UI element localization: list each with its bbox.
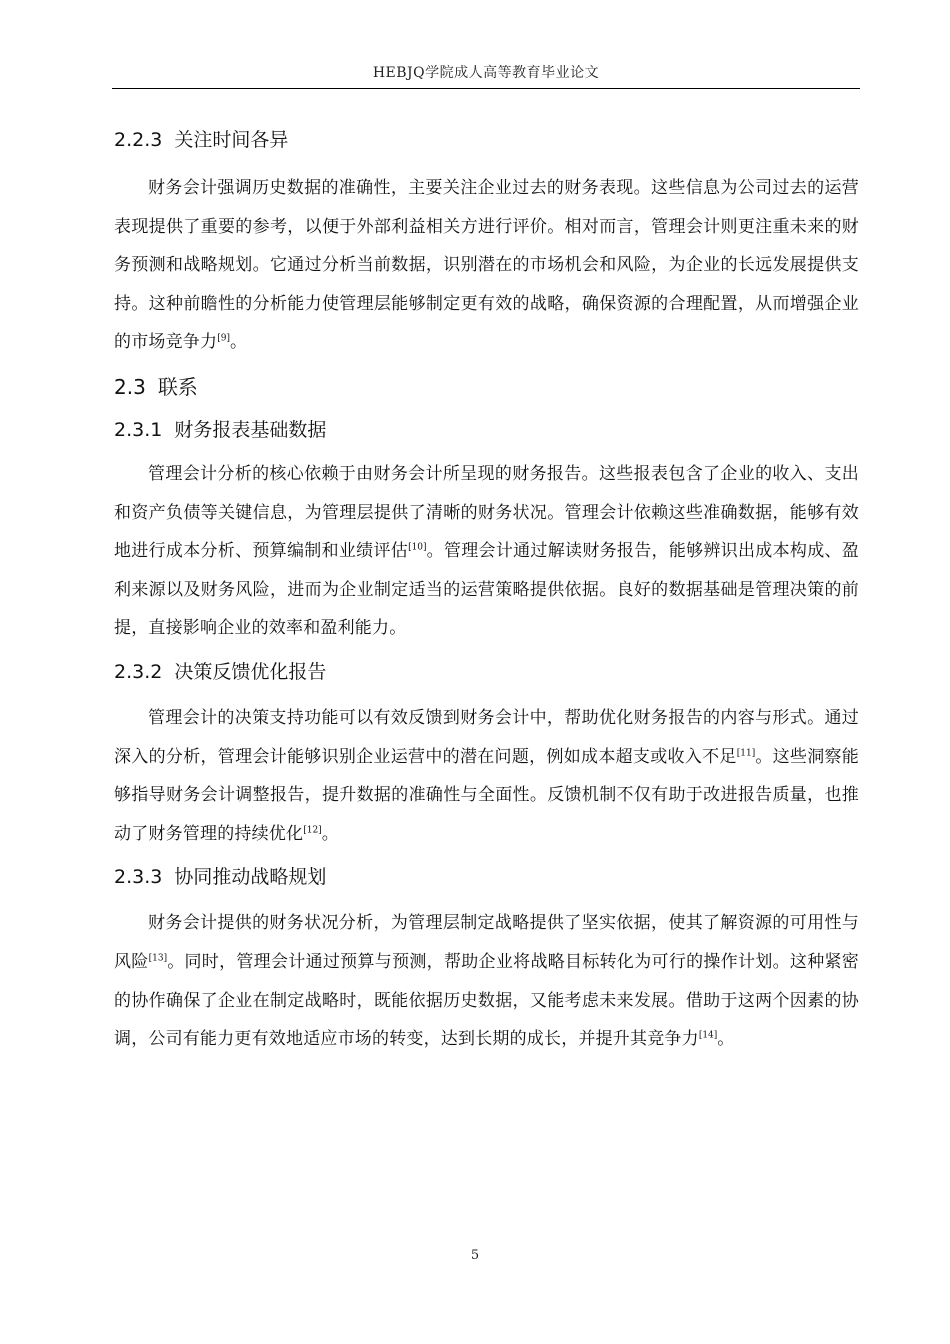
paragraph-2-3-1 [114,455,859,648]
paragraph-text: 。这些洞察能够指导财务会计调整报告，提升数据的准确性与全面性。反馈机制不仅有助于改进报告质量，也推动了财务管理的持续优化 [114,746,860,844]
citation-13: [13] [148,953,168,964]
paragraph-text: 。管理会计通过解读财务报告，能够辨识出成本构成、盈利来源以及财务风险，进而为企业制定适当的运营策略提供依据。良好的数据基础是管理决策的前提，直接影响企业的效率和盈利能力。 [114,541,859,639]
running-header: HEBJQ学院成人高等教育毕业论文 [372,65,600,81]
paragraph-text: 。 [717,1029,735,1050]
section-title: 协同推动战略规划 [174,866,327,889]
header-rule [112,88,860,89]
citation-10: [10] [408,542,427,553]
page-number: 5 [470,1248,480,1263]
citation-12: [12] [303,825,322,836]
citation-14: [14] [698,1030,718,1041]
section-heading-2-3-1 [114,414,859,446]
section-number: 2.3.3 [114,866,163,889]
section-heading-2-2-3 [114,124,859,156]
paragraph-text: 。 [229,332,248,353]
section-number: 2.3.2 [114,660,163,683]
citation-9: [9] [217,333,230,344]
paragraph-2-2-3 [114,169,859,362]
body-content [114,120,859,1059]
section-heading-2-3 [114,370,859,404]
paragraph-2-3-2 [114,699,859,853]
section-title: 决策反馈优化报告 [174,660,327,683]
section-number: 2.3 [114,374,146,399]
paragraph-text: 。 [321,823,339,844]
paragraph-2-3-3 [114,904,859,1058]
section-heading-2-3-3 [114,861,859,893]
paragraph-text: 财务会计提供的财务状况分析，为管理层制定战略提供了坚实依据，使其了解资源的可用性与风险 [114,913,859,972]
section-title: 关注时间各异 [174,129,289,151]
section-heading-2-3-2 [114,656,859,688]
citation-11: [11] [736,747,756,758]
section-title: 财务报表基础数据 [174,418,327,441]
paragraph-text: 管理会计分析的核心依赖于由财务会计所呈现的财务报告。这些报表包含了企业的收入、支出和资产负债等关键信息，为管理层提供了清晰的财务状况。管理会计依赖这些准确数据，能够有效地进行成本分析、预算编制和业绩评估 [114,463,859,562]
section-number: 2.2.3 [114,129,163,151]
paragraph-text: 财务会计强调历史数据的准确性，主要关注企业过去的财务表现。这些信息为公司过去的运营表现提供了重要的参考，以便于外部利益相关方进行评价。相对而言，管理会计则更注重未来的财务预测和战略规划。它通过分析当前数据，识别潜在的市场机会和风险，为企业的长远发展提供支持。这种前瞻性的分析能力使管理层能够制定更有效的战略，确保资源的合理配置，从而增强企业的市场竞争力 [114,178,859,353]
paragraph-text: 管理会计的决策支持功能可以有效反馈到财务会计中，帮助优化财务报告的内容与形式。通过深入的分析，管理会计能够识别企业运营中的潜在问题，例如成本超支或收入不足 [114,707,859,767]
section-title: 联系 [157,374,198,399]
paragraph-text: 。同时，管理会计通过预算与预测，帮助企业将战略目标转化为可行的操作计划。这种紧密的协作确保了企业在制定战略时，既能依据历史数据，又能考虑未来发展。借助于这两个因素的协调，公司有能力更有效地适应市场的转变，达到长期的成长，并提升其竞争力 [114,951,860,1050]
section-number: 2.3.1 [114,418,163,441]
